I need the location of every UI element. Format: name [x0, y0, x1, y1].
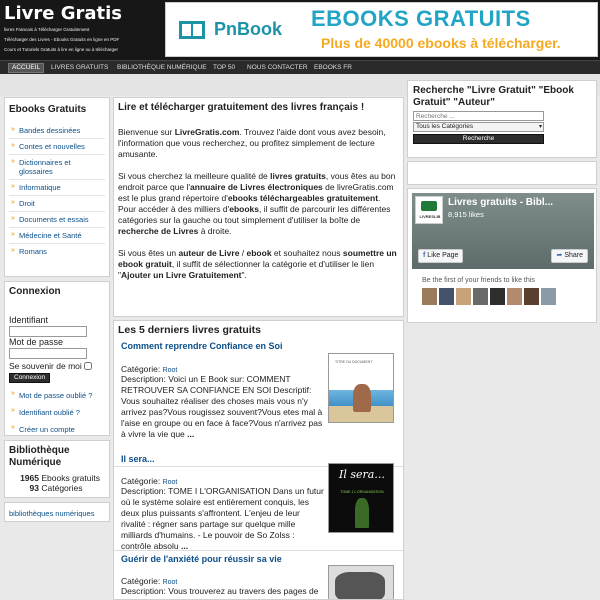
avatar[interactable] [507, 288, 522, 305]
category-item[interactable] [9, 244, 105, 259]
book-entry [114, 451, 403, 551]
login-box [4, 281, 110, 436]
category-label: Catégorie: [121, 576, 161, 586]
read-more[interactable]: ... [187, 429, 195, 439]
digital-libraries-link[interactable]: bibliothèques numériques [9, 509, 95, 518]
nav-accueil[interactable]: ACCUEIL [8, 63, 44, 73]
avatar[interactable] [473, 288, 488, 305]
category-link[interactable]: Documents et essais [19, 215, 89, 224]
tagline-1: livres Francais à Télécharger Gratuitement [4, 27, 90, 32]
category-item[interactable] [9, 180, 105, 196]
login-button[interactable]: Connexion [9, 373, 50, 383]
password-input[interactable] [9, 348, 87, 359]
ebooks-title: Ebooks Gratuits [9, 104, 87, 115]
intro-paragraph-2: Si vous cherchez la meilleure qualité de livres gratuits, vous êtes au bon endroit parce que l'annuaire de Livres électroniques de livreGratis.com est le plus grand répertoire d'ebooks téléchargeables gratuitement. Pour accéder à des milliers d'ebooks, il suffit de parcourir les différentes catégories sur la gauche ou tout simplement d'utiliser la boîte de recherche de Livres à droite. [118, 171, 396, 236]
share-button[interactable] [551, 249, 588, 263]
category-item[interactable] [9, 196, 105, 212]
share-label: Share [564, 252, 583, 259]
forgot-username-text[interactable]: Identifiant oublié ? [19, 408, 80, 417]
search-title: Recherche "Livre Gratuit" "Ebook Gratuit" "Auteur" [413, 85, 574, 108]
intro-heading: Lire et télécharger gratuitement des livres français ! [118, 102, 365, 113]
category-link[interactable]: Informatique [19, 183, 61, 192]
category-link[interactable]: Dictionnaires et glossaires [19, 158, 71, 176]
avatar[interactable] [456, 288, 471, 305]
password-label: Mot de passe [9, 337, 64, 347]
ebooks-box [4, 97, 110, 277]
remember-label: Se souvenir de moi [9, 361, 82, 371]
username-label: Identifiant [9, 315, 49, 325]
category-link[interactable]: Bandes dessinées [19, 126, 81, 135]
category-label: Catégorie: [121, 364, 161, 374]
ebooks-count-label: Ebooks gratuits [41, 473, 100, 483]
latest-books-title: Les 5 derniers livres gratuits [118, 324, 261, 336]
search-button[interactable]: Recherche [413, 134, 544, 144]
book-description [121, 486, 326, 552]
share-icon: ➦ [556, 252, 563, 259]
login-title: Connexion [9, 286, 61, 297]
nav-livres-gratuits[interactable]: LIVRES GRATUITS [51, 64, 109, 71]
login-links [9, 387, 105, 438]
facebook-cover[interactable] [412, 193, 594, 269]
book-category [121, 576, 326, 586]
banner-subtitle: Plus de 40000 ebooks à télécharger. [321, 35, 561, 51]
search-box [407, 80, 597, 158]
create-account-text[interactable]: Créer un compte [19, 425, 75, 434]
read-more[interactable]: ... [181, 541, 189, 551]
intro-paragraph-1: Bienvenue sur LivreGratis.com. Trouvez l'aide dont vous avez besoin, l'information que vous recherchez, ou profitez simplement de lecture amusante. [118, 127, 386, 159]
book-entry [114, 339, 403, 467]
facebook-page-name[interactable]: Livres gratuits - Bibl... [448, 197, 554, 208]
facebook-icon: f [423, 252, 426, 259]
forgot-password-link[interactable] [9, 387, 105, 404]
banner-title: EBOOKS GRATUITS [311, 6, 531, 31]
intro-paragraph-3: Si vous êtes un auteur de Livre / ebook et souhaitez nous soumettre un ebook gratuit, il suffit de sélectionner la catégorie et d'utiliser le lien "Ajouter un Livre Gratuitement". [118, 248, 397, 280]
friends-text: Be the first of your friends to like this [422, 277, 535, 284]
chevron-down-icon: ▾ [538, 124, 542, 130]
ebooks-count: 1965 [20, 473, 39, 483]
book-description: Description: Vous trouverez au travers des pages de [121, 586, 319, 596]
book-thumbnail[interactable] [328, 463, 394, 533]
tagline-3: Cours et Tutoriels Gratuits à lire en ligne ou à télécharger [4, 47, 119, 52]
book-thumbnail[interactable] [328, 353, 394, 423]
tagline-2: Télécharger des Livres - Ebooks Gratuits en ligne en PDF [4, 37, 120, 42]
library-box [4, 440, 110, 498]
category-root-link[interactable]: Root [162, 479, 178, 486]
category-item[interactable] [9, 212, 105, 228]
empty-right-box [407, 161, 597, 185]
nav-ebooks-fr[interactable]: EBOOKS FR [314, 64, 352, 71]
book-entry [114, 551, 403, 600]
category-root-link[interactable]: Root [162, 367, 178, 374]
category-item[interactable] [9, 123, 105, 139]
category-root-link[interactable]: Root [162, 579, 178, 586]
search-input[interactable] [413, 111, 544, 121]
pnbook-logo [176, 15, 283, 45]
nav-top-50[interactable]: TOP 50 [213, 64, 236, 71]
livreslib-logo [415, 196, 443, 224]
like-page-button[interactable] [418, 249, 463, 263]
category-link[interactable]: Contes et nouvelles [19, 142, 85, 151]
book-description [121, 374, 326, 440]
facebook-widget [407, 188, 597, 323]
category-count: 93 [29, 483, 39, 493]
thumb-subtitle: TOME 1 L'ORGANISATION [340, 490, 384, 494]
site-header [0, 0, 600, 60]
facebook-likes: 8,915 likes [448, 210, 484, 219]
latest-books-box [113, 320, 404, 600]
category-link[interactable]: Romans [19, 247, 47, 256]
remember-checkbox[interactable] [84, 362, 92, 370]
intro-box [113, 97, 404, 317]
avatar[interactable] [422, 288, 437, 305]
livreslib-logo-text: LIVRESLIB [419, 214, 441, 219]
forgot-username-link[interactable] [9, 404, 105, 421]
book-category [121, 364, 326, 374]
thumb-caption: Il sera... [339, 468, 385, 481]
friend-avatars [422, 288, 556, 305]
avatar[interactable] [490, 288, 505, 305]
category-count-label: Catégories [41, 483, 83, 493]
ad-banner[interactable] [165, 2, 598, 57]
avatar[interactable] [541, 288, 556, 305]
category-item[interactable] [9, 228, 105, 244]
book-description-text: Description: Voici un E Book sur: COMMENT RETROUVER SA CONFIANCE EN SOI Descriptif: Vous souhaitez réaliser des choses mais vous n'y arrivez pas?Vous rougissez souvent?Vous etes mal à l'aise en groupe ou en face à face?Vous n'arrivez pas à vivre la vie que [121, 374, 323, 439]
avatar[interactable] [439, 288, 454, 305]
nav-contact[interactable]: NOUS CONTACTER [247, 64, 308, 71]
book-title[interactable]: Comment reprendre Confiance en Soi [121, 341, 283, 351]
nav-bibliotheque[interactable]: BIBLIOTHÈQUE NUMÉRIQUE [117, 64, 207, 71]
book-thumbnail[interactable] [328, 565, 394, 600]
book-title[interactable]: Guérir de l'anxiété pour réussir sa vie [121, 554, 282, 564]
category-link[interactable]: Médecine et Santé [19, 231, 82, 240]
category-select[interactable] [413, 122, 544, 132]
footer-link-box [4, 502, 110, 522]
book-category [121, 476, 326, 486]
book-description-text: Description: TOME I L'ORGANISATION Dans un futur où le système solaire est entièrement conquis, les deux plus puissants s'affrontent. L'enjeu de leur rivalité : régner sans partage sur quelque mille milliards d'humains. - Le pouvoir de So Zolss : contrôle absolu [121, 486, 324, 551]
site-title[interactable]: Livre Gratis [4, 3, 123, 24]
create-account-link[interactable] [9, 421, 105, 438]
category-item[interactable] [9, 155, 105, 180]
book-title[interactable]: Il sera... [121, 454, 155, 464]
thumb-caption: TITRE DU DOCUMENT [335, 360, 373, 364]
main-nav [0, 60, 600, 74]
category-select-value: Tous les Catégories [416, 123, 474, 130]
category-link[interactable]: Droit [19, 199, 35, 208]
avatar[interactable] [524, 288, 539, 305]
category-list [9, 123, 105, 259]
category-item[interactable] [9, 139, 105, 155]
category-label: Catégorie: [121, 476, 161, 486]
library-title: Bibliothèque Numérique [9, 445, 70, 468]
username-input[interactable] [9, 326, 87, 337]
forgot-password-text[interactable]: Mot de passe oublié ? [19, 391, 93, 400]
book-icon [178, 19, 208, 41]
pnbook-brand: PnBook [214, 19, 283, 39]
like-page-label: Like Page [427, 252, 459, 259]
